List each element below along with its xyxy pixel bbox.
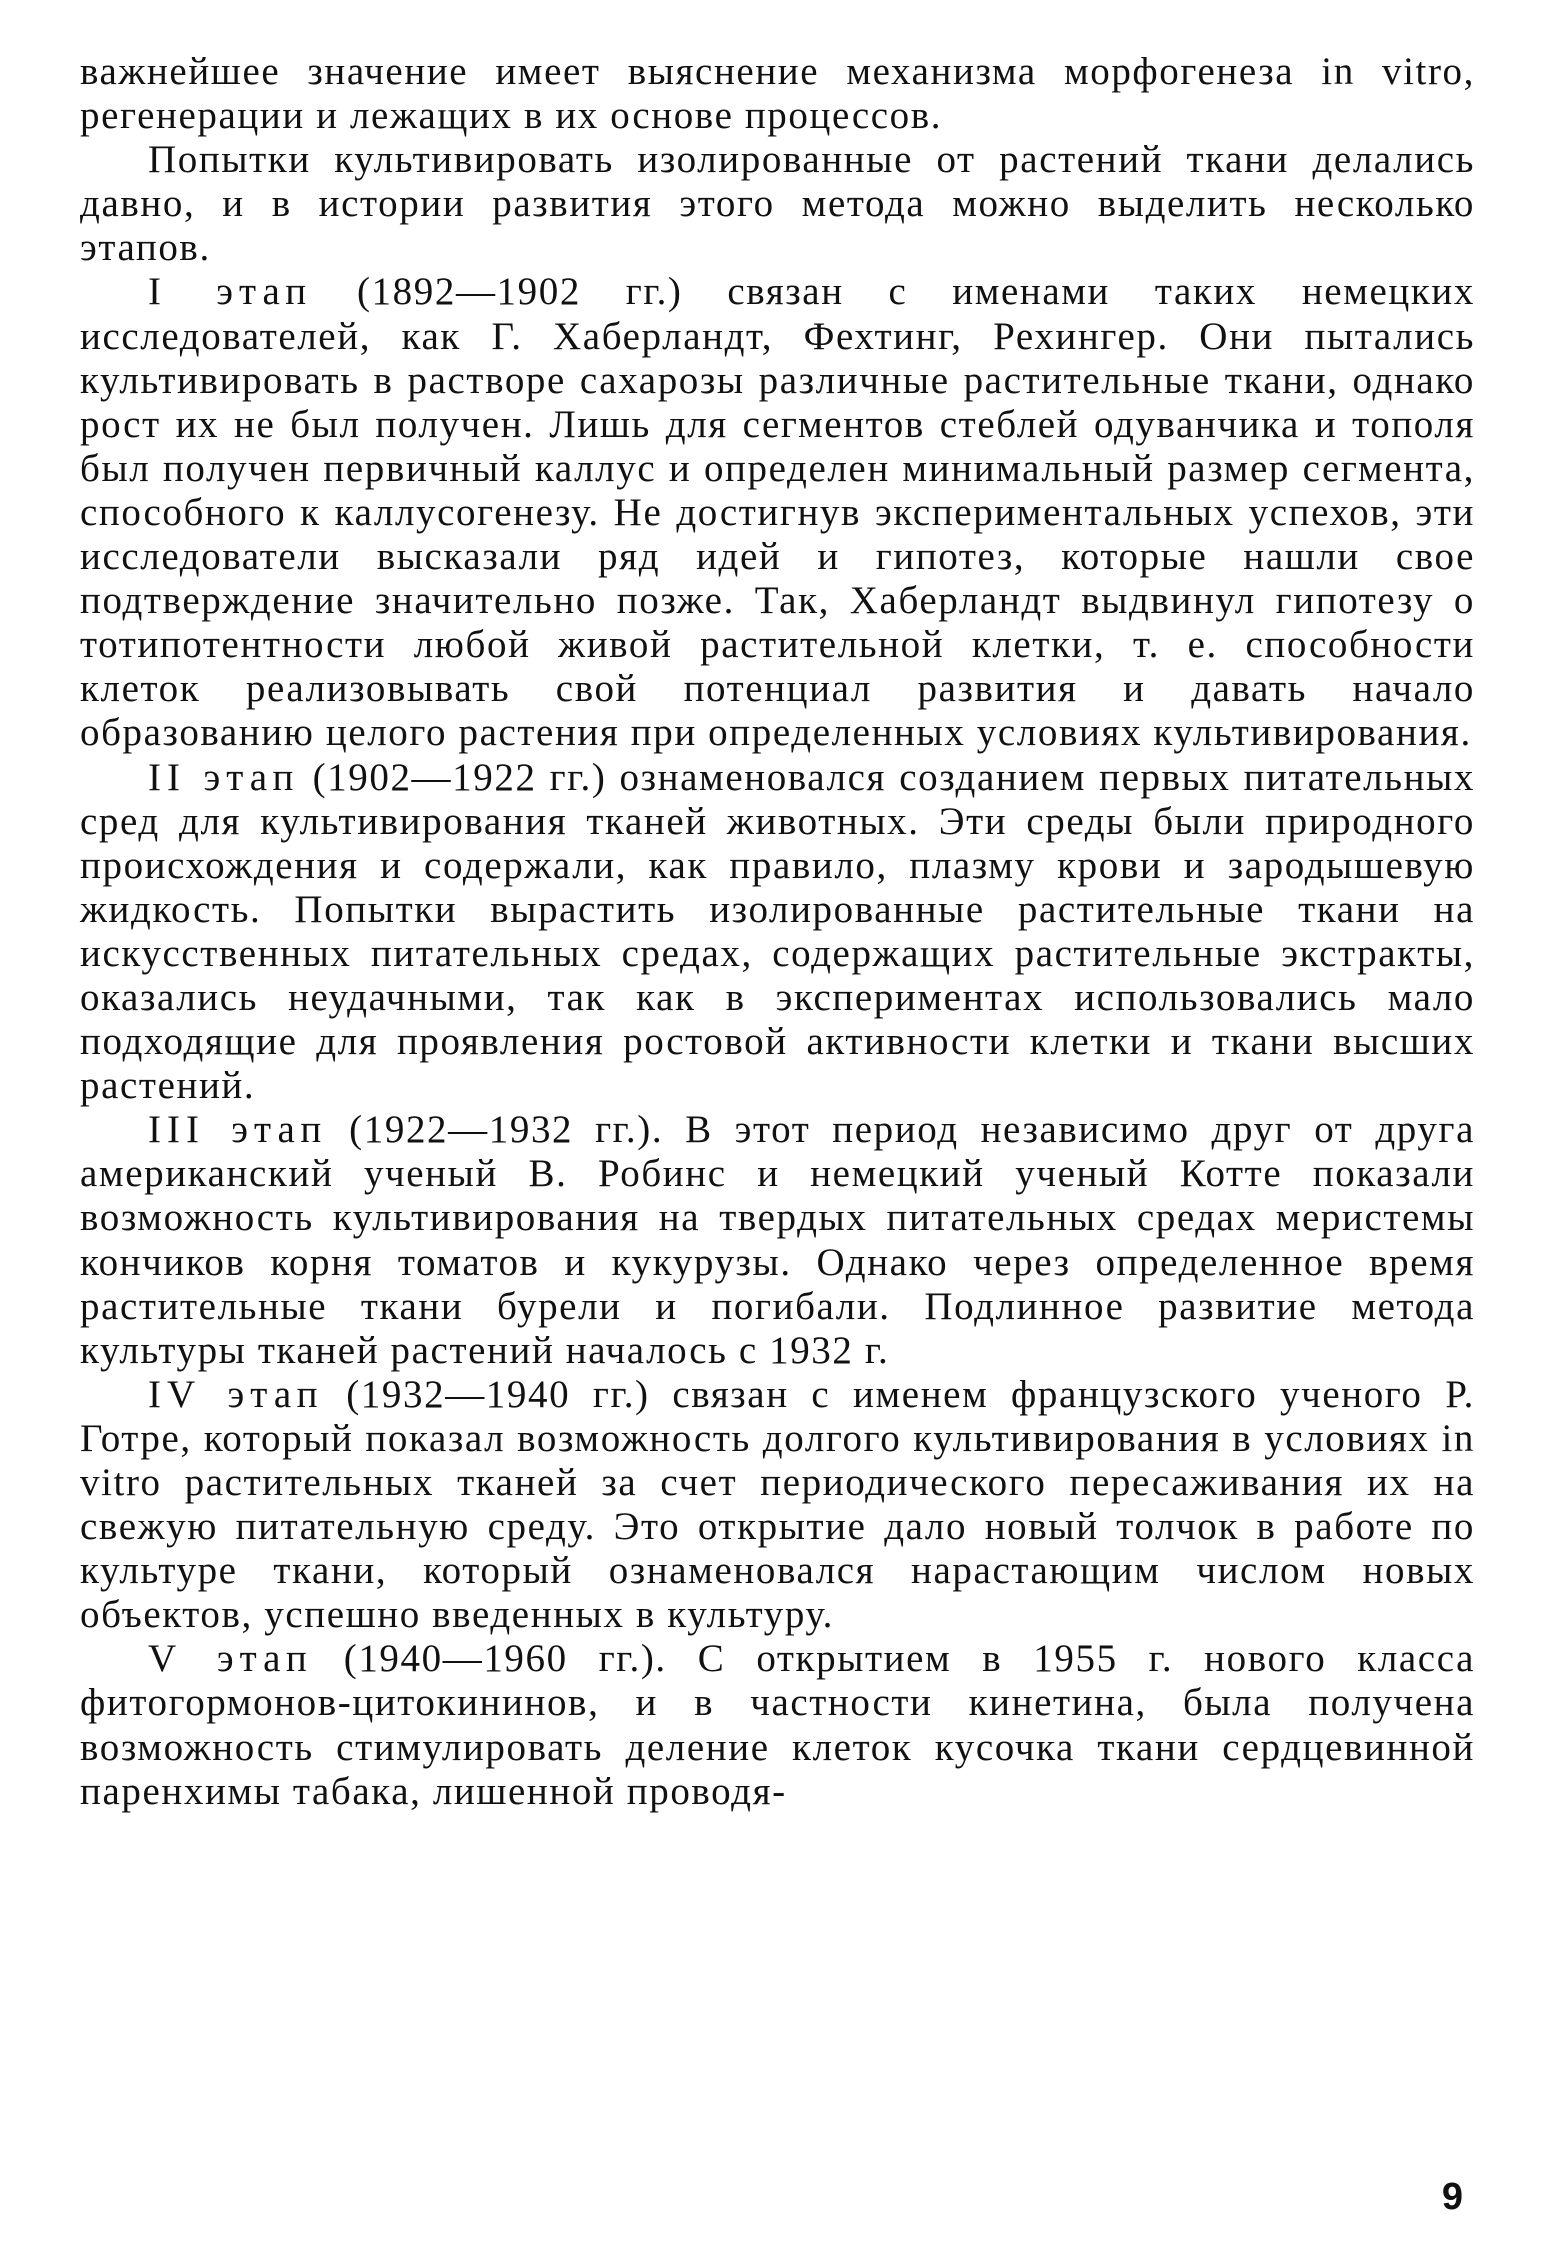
paragraph-stage-5 <box>80 1637 1475 1813</box>
paragraph-stage-4 <box>80 1373 1475 1638</box>
page-number: 9 <box>1441 2176 1463 2218</box>
paragraph-text: Попытки культивировать изолированные от растений ткани делались давно, и в истории развития этого метода можно выделить несколько этапов. <box>80 138 1475 270</box>
paragraph-text: важнейшее значение имеет выяснение механизма морфогенеза in vitro, регенерации и лежащих в их основе процессов. <box>80 50 1475 138</box>
stage-label: III этап <box>148 1108 328 1152</box>
stage-label: II этап <box>148 755 300 799</box>
page-body <box>80 50 1475 1814</box>
paragraph-history-overview <box>80 138 1475 270</box>
paragraph-text: (1940—1960 гг.). С открытием в 1955 г. нового класса фитогормонов-цитокининов, и в частности кинетина, была получена возможность стимулировать деление клеток кусочка ткани сердцевинной паренхимы табака, лишенной проводя- <box>80 1637 1475 1813</box>
paragraph-stage-2 <box>80 756 1475 1109</box>
stage-label: IV этап <box>148 1372 324 1416</box>
paragraph-text: (1892—1902 гг.) связан с именами таких немецких исследователей, как Г. Хаберландт, Фехтинг, Рехингер. Они пытались культивировать в растворе сахарозы различные растительные ткани, однако рост их не был получен. Лишь для сегментов стеблей одуванчика и тополя был получен первичный каллус и определен минимальный размер сегмента, способного к каллусогенезу. Не достигнув экспериментальных успехов, эти исследователи высказали ряд идей и гипотез, которые нашли свое подтверждение значительно позже. Так, Хаберландт выдвинул гипотезу о тотипотентности любой живой растительной клетки, т. е. способности клеток реализовывать свой потенциал развития и давать начало образованию целого растения при определенных условиях культивирования. <box>80 270 1475 755</box>
paragraph-text: (1932—1940 гг.) связан с именем французского ученого Р. Готре, который показал возможность долгого культивирования в условиях in vitro растительных тканей за счет периодического пересаживания их на свежую питательную среду. Это открытие дало новый толчок в работе по культуре ткани, который ознаменовался нарастающим числом новых объектов, успешно введенных в культуру. <box>80 1372 1476 1637</box>
paragraph-intro-continuation <box>80 50 1475 138</box>
stage-label: V этап <box>148 1637 313 1681</box>
paragraph-text: (1902—1922 гг.) ознаменовался созданием первых питательных сред для культивирования тканей животных. Эти среды были природного происхождения и содержали, как правило, плазму крови и зародышевую жидкость. Попытки вырастить изолированные растительные ткани на искусственных питательных средах, содержащих растительные экстракты, оказались неудачными, так как в экспериментах использовались мало подходящие для проявления ростовой активности клетки и ткани высших растений. <box>80 755 1475 1108</box>
paragraph-stage-3 <box>80 1108 1475 1373</box>
paragraph-text: (1922—1932 гг.). В этот период независимо друг от друга американский ученый В. Робинс и немецкий ученый Котте показали возможность культивирования на твердых питательных средах меристемы кончиков корня томатов и кукурузы. Однако через определенное время растительные ткани бурели и погибали. Подлинное развитие метода культуры тканей растений началось с 1932 г. <box>80 1108 1476 1372</box>
stage-label: I этап <box>148 270 313 314</box>
paragraph-stage-1 <box>80 270 1475 755</box>
